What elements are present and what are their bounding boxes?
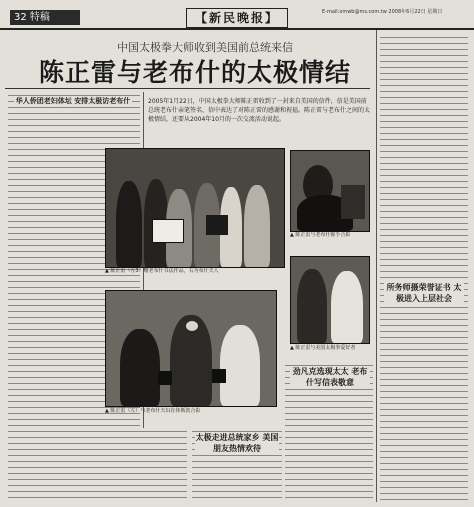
photo-two-men (290, 256, 370, 344)
left-subhead: 华人侨团老妇体坛 安排太极访老布什 (15, 97, 131, 105)
header-info: E-mail:xmwb@ms.com.tw 2008年6月22日 星期日 (322, 9, 443, 15)
box1-heading: 所务师摄荣誉证书 太极进入上层社会 (384, 282, 464, 304)
headline-rule (5, 88, 370, 89)
article-headline: 陈正雷与老布什的太极情结 (38, 58, 351, 87)
photo-group-presentation (105, 148, 285, 268)
photo-chen-portrait (290, 150, 370, 232)
photo1-caption: ▲ 陈正雷（左3）赠老布什书法作品，右为布什夫人 (105, 268, 219, 274)
page-header (0, 8, 474, 30)
page-label: 32 特稿 (10, 10, 80, 25)
lead-paragraph: 2005年1月22日，中国太极拳大师陈正雷收到了一封来自美国的信件，信是美国前总统老布什亲笔签名，信中表达了对陈正雷的感谢和祝福。陈正雷与老布什之间的太极情结，还要从2004年10月的一次交流活动说起。 (148, 98, 371, 123)
box3-heading: 太极走进总统家乡 美国朋友热情欢待 (195, 433, 279, 453)
photo3-caption: ▲ 陈正雷（左）与老布什夫妇在休斯敦合影 (105, 408, 201, 414)
bottom-left-text (105, 428, 187, 502)
photo4-caption: ▲ 陈正雷与美国太极拳爱好者 (290, 345, 356, 351)
masthead: 【新民晚报】 (186, 8, 288, 28)
column-rule-2 (376, 30, 377, 502)
box2-heading: 劲凡克选现太太 老布什写信表敬意 (290, 366, 370, 388)
right-text-column (380, 34, 468, 502)
photo2-caption: ▲ 陈正雷与老布什握手合影 (290, 232, 351, 238)
article-kicker: 中国太极拳大师收到美国前总统来信 (117, 41, 293, 54)
photo-with-bush (105, 290, 277, 407)
